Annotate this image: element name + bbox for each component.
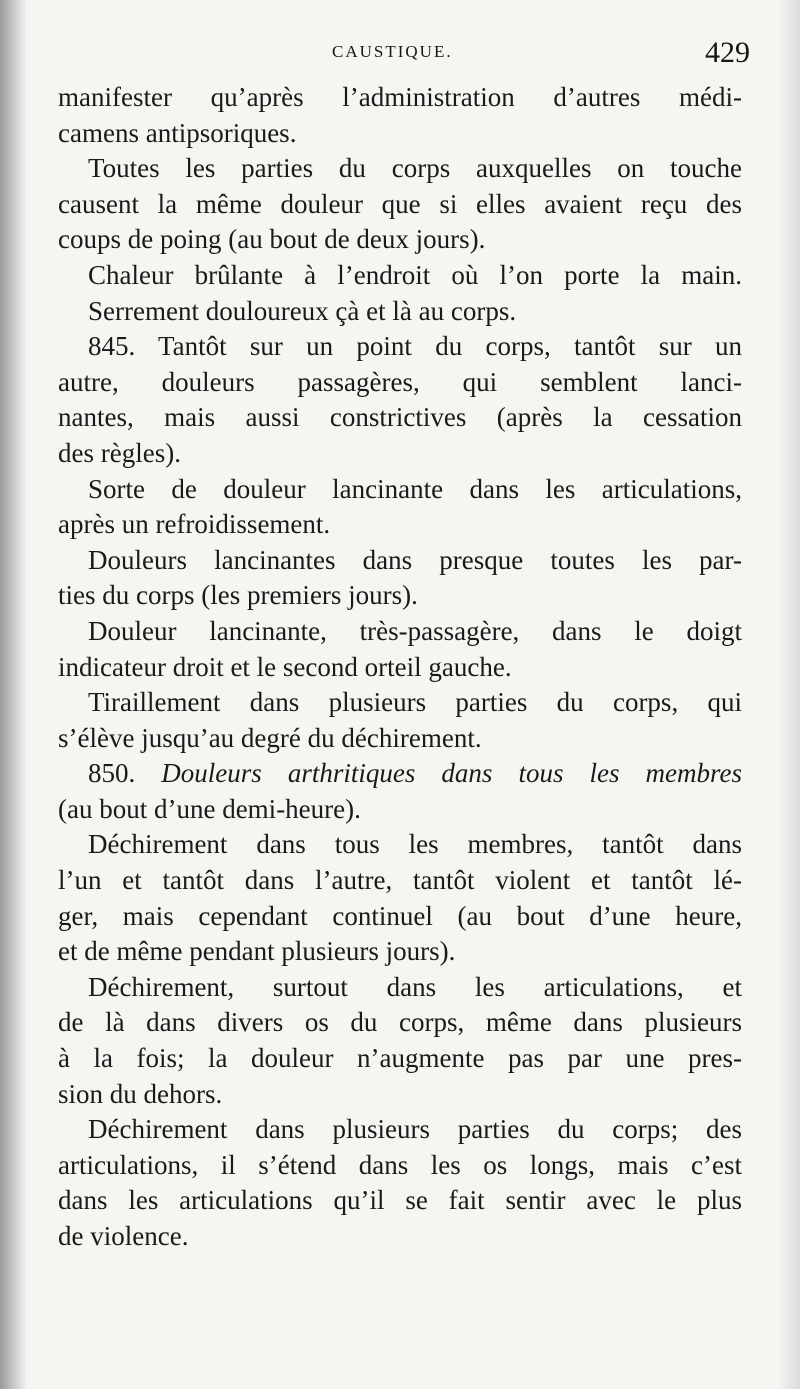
text-line: à la fois; la douleur n’augmente pas par une pres-: [58, 1043, 742, 1074]
text-line: indicateur droit et le second orteil gauche.: [58, 651, 512, 682]
page-number: 429: [705, 36, 750, 69]
page-gutter-shadow: [0, 0, 26, 1389]
text-line: Toutes les parties du corps auxquelles on touche: [88, 153, 742, 184]
text-line: manifester qu’après l’administration d’autres médi-: [58, 82, 742, 112]
text-line: Déchirement, surtout dans les articulations, et: [88, 971, 742, 1002]
text-line: Serrement douloureux çà et là au corps.: [88, 295, 517, 326]
text-line: autre, douleurs passagères, qui semblent lanci-: [58, 366, 742, 397]
text-line: Tiraillement dans plusieurs parties du corps, qui: [88, 687, 742, 718]
text-line: s’élève jusqu’au degré du déchirement.: [58, 722, 482, 753]
text-line: Douleurs lancinantes dans presque toutes les par-: [88, 544, 742, 575]
text-line: des règles).: [58, 437, 181, 468]
paragraph-number: 850.: [88, 758, 162, 789]
text-line: articulations, il s’étend dans les os longs, mais c’est: [58, 1149, 742, 1180]
text-line: sion du dehors.: [58, 1078, 223, 1109]
text-line: dans les articulations qu’il se fait sentir avec le plus: [58, 1185, 742, 1216]
text-line: l’un et tantôt dans l’autre, tantôt violent et tantôt lé-: [58, 865, 742, 896]
body-text: [58, 80, 742, 1255]
text-line: ties du corps (les premiers jours).: [58, 580, 418, 611]
text-line: (au bout d’une demi-heure).: [58, 793, 361, 824]
text-line-850: [58, 756, 742, 792]
text-line: Sorte de douleur lancinante dans les articulations,: [88, 473, 742, 504]
text-line: nantes, mais aussi constrictives (après la cessation: [58, 402, 742, 433]
text-line: de violence.: [58, 1221, 189, 1251]
page-header: [60, 36, 750, 76]
text-line: camens antipsoriques.: [58, 117, 297, 148]
running-title: CAUSTIQUE.: [332, 42, 453, 61]
text-line: Déchirement dans tous les membres, tantôt dans: [88, 829, 742, 860]
text-line: ger, mais cependant continuel (au bout d’une heure,: [58, 900, 742, 931]
text-line: causent la même douleur que si elles avaient reçu des: [58, 188, 742, 219]
text-line: Douleur lancinante, très-passagère, dans le doigt: [88, 615, 742, 646]
text-line: après un refroidissement.: [58, 509, 331, 540]
text-line: Chaleur brûlante à l’endroit où l’on porte la main.: [88, 259, 742, 290]
italic-heading: Douleurs arthritiques dans tous les membres: [161, 758, 742, 789]
text-line: coups de poing (au bout de deux jours).: [58, 224, 486, 255]
page-edge: [778, 0, 800, 1389]
text-line: de là dans divers os du corps, même dans plusieurs: [58, 1007, 742, 1038]
text-line: 845. Tantôt sur un point du corps, tantôt sur un: [88, 331, 742, 362]
text-line: et de même pendant plusieurs jours).: [58, 936, 456, 967]
text-line: Déchirement dans plusieurs parties du corps; des: [88, 1114, 742, 1145]
